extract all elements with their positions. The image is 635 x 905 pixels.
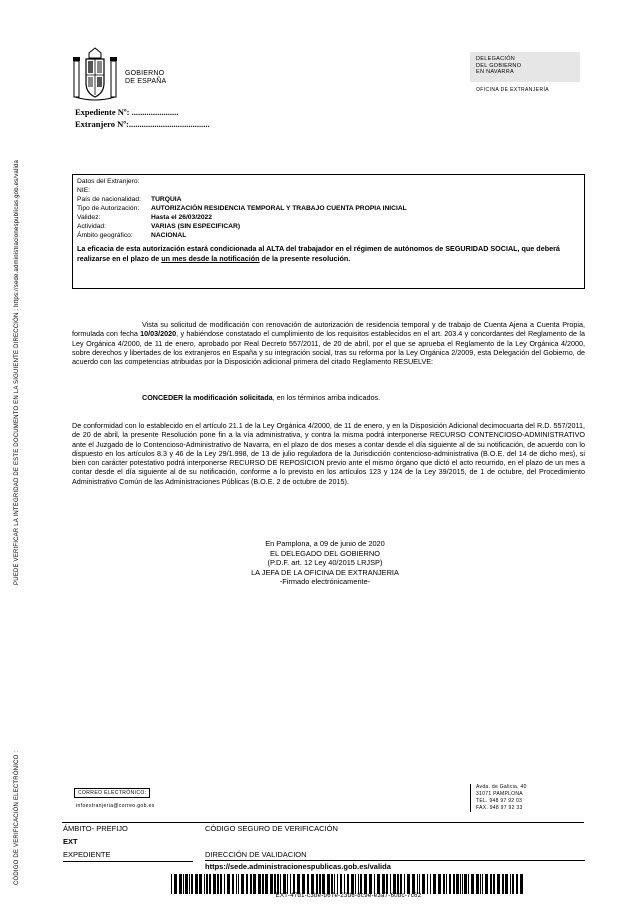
barcode-bar xyxy=(355,874,356,894)
address-line: TEL. 948 97 92 03 xyxy=(476,798,523,804)
barcode-bar xyxy=(277,874,279,894)
ambito-value: EXT xyxy=(63,837,78,846)
barcode-bar xyxy=(386,874,388,894)
application-date: 10/03/2020 xyxy=(140,329,177,339)
barcode-bar xyxy=(204,874,205,894)
barcode-bar xyxy=(246,874,248,894)
signature-line: En Pamplona, a 09 de junio de 2020 xyxy=(265,539,385,548)
barcode-bar xyxy=(322,874,325,894)
barcode-bar xyxy=(189,874,190,894)
barcode-bar xyxy=(191,874,193,894)
info-value: Hasta el 26/03/2022 xyxy=(151,214,212,221)
delegation-line: EN NAVARRA xyxy=(476,69,514,75)
email-address[interactable]: infoextranjeria@correo.gob.es xyxy=(76,803,155,809)
barcode-bar xyxy=(253,874,256,894)
signature-line: LA JEFA DE LA OFICINA DE EXTRANJERIA xyxy=(251,567,399,577)
barcode-bar xyxy=(390,874,391,894)
barcode-bar xyxy=(502,874,504,894)
barcode-bar xyxy=(422,874,425,894)
barcode-bar xyxy=(316,874,318,894)
barcode-bar xyxy=(419,874,420,894)
barcode-bar xyxy=(297,874,300,894)
gov-line-2: DE ESPAÑA xyxy=(125,78,167,85)
social-security-notice: La eficacia de esta autorización estará condicionada al ALTA del trabajador en el régimen de autónomos de SEGURIDAD SOCIAL, que deberá realizarse en el plazo de un mes desde la notificación de la presente resolución. xyxy=(77,244,560,263)
barcode-bar xyxy=(174,874,177,894)
info-value: TURQUIA xyxy=(151,196,182,203)
barcode-bar xyxy=(217,874,219,894)
barcode-bar xyxy=(238,874,239,894)
barcode-bar xyxy=(337,874,338,894)
barcode-bar xyxy=(460,874,461,894)
barcode-bar xyxy=(199,874,202,894)
extranjero-number: Extranjero Nº:...................................... xyxy=(75,119,210,129)
barcode-bar xyxy=(183,874,184,894)
barcode-bar xyxy=(397,874,399,894)
info-label: Ámbito geográfico: xyxy=(77,232,133,239)
foreigner-data-box xyxy=(72,174,585,289)
expediente-number: Expediente Nº: ...................... xyxy=(75,107,179,117)
barcode-bar xyxy=(171,874,172,894)
barcode-bar xyxy=(417,874,418,894)
info-label: NIE: xyxy=(77,187,91,194)
barcode-bar xyxy=(290,874,291,894)
barcode-bar xyxy=(209,874,211,894)
barcode-bar xyxy=(462,874,463,894)
barcode-bar xyxy=(393,874,396,894)
info-value: VARIAS (SIN ESPECIFICAR) xyxy=(151,223,241,230)
barcode-bar xyxy=(520,874,523,894)
barcode-bar xyxy=(490,874,492,894)
barcode-bar xyxy=(274,874,276,894)
expediente-underline xyxy=(63,861,193,862)
barcode-bar xyxy=(220,874,222,894)
barcode-bar xyxy=(377,874,380,894)
barcode-bar xyxy=(262,874,264,894)
direccion-label: DIRECCIÓN DE VALIDACION xyxy=(205,850,307,859)
address-line: FAX. 948 97 92 33 xyxy=(476,805,523,811)
barcode-bar xyxy=(512,874,514,894)
coat-of-arms-emblem xyxy=(72,47,118,105)
barcode-bar xyxy=(471,874,474,894)
csv-label: CÓDIGO SEGURO DE VERIFICACIÓN xyxy=(205,824,338,833)
info-row xyxy=(77,222,580,231)
expediente-label: EXPEDIENTE xyxy=(63,850,111,859)
barcode-bar xyxy=(258,874,261,894)
info-row xyxy=(77,231,580,240)
barcode-bar xyxy=(287,874,288,894)
barcode-text: EXT-47d1-c3be-b67e-23d6-8c9e-e3a7-60bc-7c62 xyxy=(275,893,422,899)
barcode-bar xyxy=(241,874,244,894)
barcode-bar xyxy=(344,874,345,894)
barcode-bar xyxy=(407,874,410,894)
barcode-bar xyxy=(280,874,281,894)
address-line: Avda. de Galicia, 40 xyxy=(476,784,527,790)
info-value: AUTORIZACIÓN RESIDENCIA TEMPORAL Y TRABAJO CUENTA PROPIA INICIAL xyxy=(151,205,407,212)
barcode-bar xyxy=(250,874,252,894)
info-row xyxy=(77,213,580,222)
barcode-bar xyxy=(351,874,354,894)
info-label: Datos del Extranjero: xyxy=(77,178,140,185)
direccion-underline xyxy=(205,860,585,861)
signature-line: -Firmado electrónicamente- xyxy=(279,577,371,586)
barcode-bar xyxy=(185,874,188,894)
appeal-paragraph: De conformidad con lo establecido en el artículo 21.1 de la Ley Orgánica 4/2000, de 11 de enero, y en la Disposición Adicional decimocuarta del R.D. 557/2011, de 20 de abril, la presente Resolución pone fin a la vía administrativa, y contra la misma podrá interponerse RECURSO CONTENCIOSO-ADMINISTRATIVO ante el Juzgado de lo Contencioso-Administrativo de Navarra, en el plazo de dos meses a contar desde el día siguiente al de su notificación, de acuerdo con lo dispuesto en los artículos 8.3 y 46 de la Ley 29/1.998, de 13 de julio reguladora de la Jurisdicción contencioso-administrativa (B.O.E. del 14 de dicho mes), si bien con carácter potestativo podrá interponerse RECURSO DE REPOSICION previo ante el mismo órgano que dictó el acto recurrido, en el plazo de un mes a contar desde el día siguiente al de su notificación, conforme a lo previsto en los artículos 123 y 124 de la Ley 39/2015, de 1 de octubre, del Procedimiento Administrativo Común de las Administraciones Públicas (B.O.E. 2 de octubre de 2015). xyxy=(72,421,585,486)
barcode-bar xyxy=(482,874,483,894)
barcode-bar xyxy=(340,874,342,894)
delegation-line: DEL GOBIERNO xyxy=(476,62,522,69)
barcode-bar xyxy=(302,874,305,894)
info-row xyxy=(77,195,580,204)
barcode-bar xyxy=(468,874,469,894)
barcode-bar xyxy=(179,874,182,894)
barcode-bar xyxy=(480,874,481,894)
barcode-bar xyxy=(232,874,234,894)
info-label: Actividad: xyxy=(77,223,106,230)
barcode-bar xyxy=(449,874,451,894)
barcode-bar xyxy=(516,874,518,894)
barcode-bar xyxy=(412,874,415,894)
barcode-bar xyxy=(446,874,447,894)
barcode-bar xyxy=(404,874,405,894)
info-label: Tipo de Autorización: xyxy=(77,205,140,212)
resolution-paragraph: Vista su solicitud de modificación con renovación de autorización de residencia temporal y de trabajo de Cuenta Ajena a Cuenta Propia, formulada con fecha 10/03/2020, y habiéndose constatado el cumplimiento de los requisitos establecidos en el art. 203.4 y concordantes del Reglamento de la Ley Orgánica 4/2000, de 11 de enero, aprobado por Real Decreto 557/2011, de 20 de abril, por el que se aprueba el Reglamento de la Ley Orgánica 4/2000, sobre derechos y libertades de los extranjeros en España y su integración social, tras su reforma por la Ley Orgánica 2/2009, esta Delegación del Gobierno, de acuerdo con las competencias atribuidas por la Disposición adicional primera del citado Reglamento RESUELVE: xyxy=(72,320,585,367)
barcode-bar xyxy=(307,874,309,894)
barcode-bar xyxy=(224,874,225,894)
barcode-bar xyxy=(464,874,467,894)
barcode-bar xyxy=(443,874,445,894)
delegation-line: DELEGACIÓN xyxy=(476,56,516,62)
barcode-bar xyxy=(213,874,216,894)
gov-line-1: GOBIERNO xyxy=(125,70,165,77)
address-block xyxy=(470,784,527,812)
barcode-bar xyxy=(358,874,359,894)
notice-deadline: un mes desde la notificación xyxy=(161,254,260,263)
barcode-bar xyxy=(331,874,333,894)
barcode-bar xyxy=(227,874,230,894)
barcode-bar xyxy=(293,874,295,894)
info-row xyxy=(77,177,580,186)
barcode-bar xyxy=(236,874,237,894)
signature-block xyxy=(200,539,450,587)
concede-line: CONCEDER la modificación solicitada, en los términos arriba indicados. xyxy=(142,393,381,402)
barcode-bar xyxy=(438,874,441,894)
barcode-bar xyxy=(493,874,495,894)
signature-line: EL DELEGADO DEL GOBIERNO xyxy=(270,548,380,558)
address-line: 31071 PAMPLONA xyxy=(476,791,523,797)
barcode-bar xyxy=(311,874,314,894)
barcode-bar xyxy=(505,874,508,894)
barcode-bar xyxy=(456,874,459,894)
barcode-bar xyxy=(283,874,286,894)
verification-barcode xyxy=(171,874,526,894)
barcode-bar xyxy=(430,874,431,894)
barcode-bar xyxy=(427,874,428,894)
barcode-bar xyxy=(382,874,385,894)
barcode-bar xyxy=(270,874,273,894)
barcode-bar xyxy=(510,874,511,894)
barcode-bar xyxy=(206,874,208,894)
info-label: Validez: xyxy=(77,214,101,221)
ambito-label: ÁMBITO- PREFIJO xyxy=(63,824,128,833)
barcode-bar xyxy=(369,874,372,894)
barcode-bar xyxy=(400,874,402,894)
delegation-box xyxy=(470,52,580,82)
barcode-bar xyxy=(497,874,500,894)
info-label: País de nacionalidad: xyxy=(77,196,141,203)
side-verify-text: PUEDE VERIFICAR LA INTEGRIDAD DE ESTE DOCUMENTO EN LA SIGUIENTE DIRECCIÓN : https://sede.administracionespublicas.gob.es/valida xyxy=(14,159,20,585)
barcode-bar xyxy=(453,874,455,894)
barcode-bar xyxy=(485,874,488,894)
info-value: NACIONAL xyxy=(151,232,187,239)
barcode-bar xyxy=(433,874,436,894)
barcode-bar xyxy=(364,874,367,894)
footer-top-rule xyxy=(62,822,584,823)
barcode-bar xyxy=(374,874,375,894)
barcode-bar xyxy=(327,874,330,894)
info-row xyxy=(77,204,580,213)
signature-line: (P.D.F. art. 12 Ley 40/2015 LRJSP) xyxy=(267,558,383,567)
side-code-text: CÓDIGO DE VERIFICACIÓN ELECTRÓNICO : xyxy=(14,750,20,885)
info-row xyxy=(77,186,580,195)
concede-bold: CONCEDER la modificación solicitada xyxy=(142,393,273,402)
office-name: OFICINA DE EXTRANJERÍA xyxy=(476,87,549,93)
barcode-bar xyxy=(360,874,362,894)
validation-url[interactable]: https://sede.administracionespublicas.gob.es/valida xyxy=(205,862,391,871)
barcode-bar xyxy=(334,874,335,894)
email-label-box: CORREO ELECTRÓNICO: xyxy=(74,788,150,798)
barcode-bar xyxy=(195,874,198,894)
barcode-bar xyxy=(347,874,349,894)
barcode-bar xyxy=(319,874,321,894)
barcode-bar xyxy=(476,874,479,894)
barcode-bar xyxy=(265,874,268,894)
